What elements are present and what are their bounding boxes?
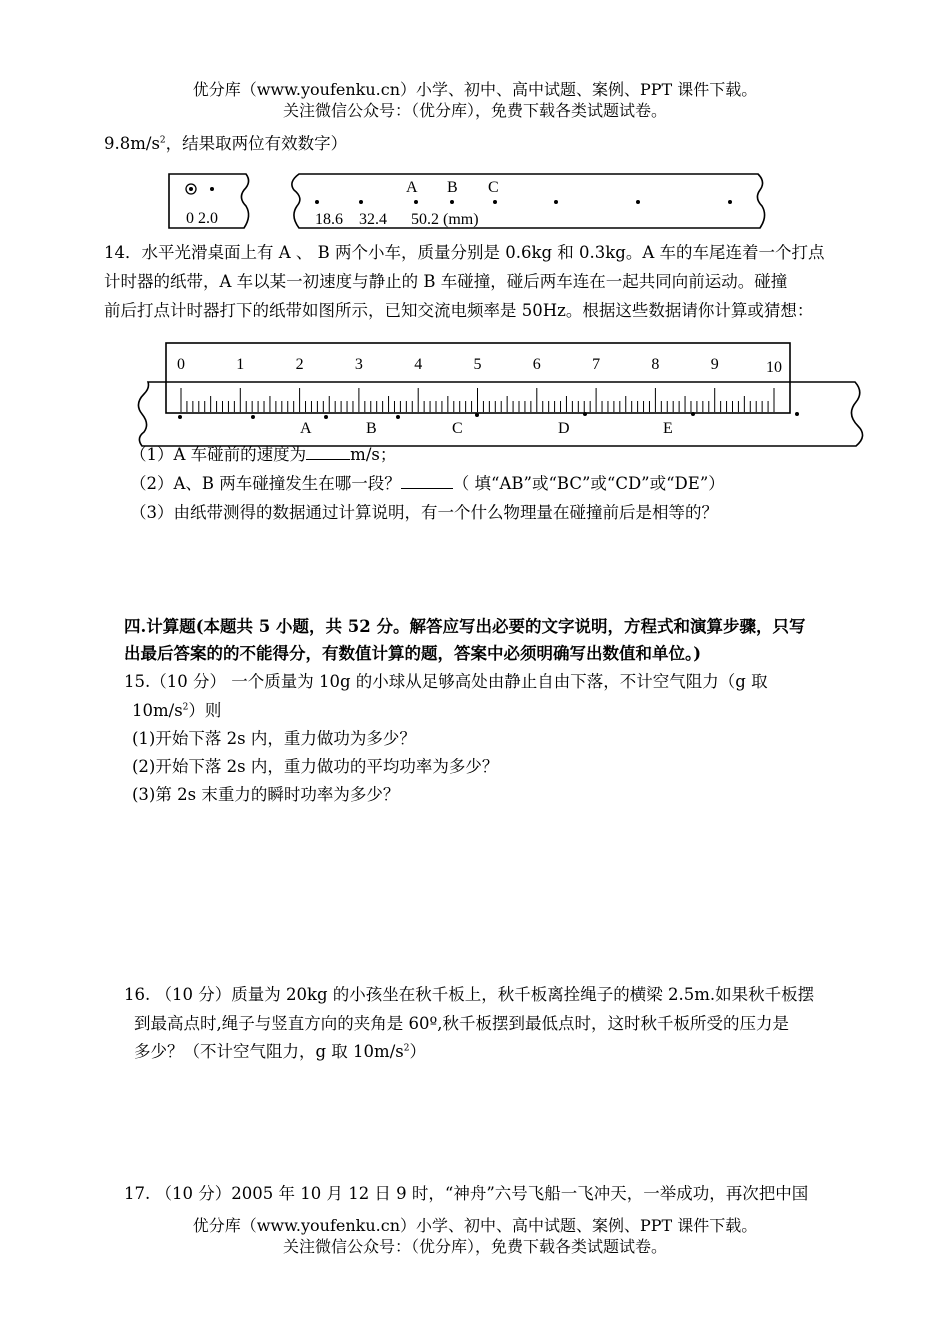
answer-blank-2[interactable]	[401, 474, 453, 489]
tape-dot	[251, 415, 255, 419]
ruler-number: 7	[592, 356, 601, 373]
header-line-1: 优分库（www.youfenku.cn）小学、初中、高中试题、案例、PPT 课件下载。	[192, 80, 758, 99]
ticker-tape-figure-1	[160, 168, 780, 238]
tape-label-e: E	[663, 420, 673, 437]
ruler-tape-figure	[130, 338, 870, 450]
tape-dot	[728, 200, 732, 204]
tape-left-labels: 0 2.0	[186, 210, 218, 227]
ruler-number: 9	[710, 356, 719, 373]
tape-point-label-b: B	[447, 179, 458, 196]
ruler-number: 4	[414, 356, 423, 373]
q15-line-1: 15.（10 分） 一个质量为 10g 的小球从足够高处由静止自由下落，不计空气阻力（g 取	[124, 672, 768, 691]
tape-dot	[475, 413, 479, 417]
tape-dot	[396, 415, 400, 419]
tape-dot	[554, 200, 558, 204]
ruler-number: 6	[532, 356, 541, 373]
ruler-number: 10	[766, 359, 782, 376]
q17-line-1: 17. （10 分）2005 年 10 月 12 日 9 时，“神舟”六号飞船一飞冲天，一举成功，再次把中国	[124, 1184, 809, 1203]
ruler-number: 3	[354, 356, 363, 373]
previous-question-tail: $9.8m/s^2$，结果取两位有效数字）	[104, 134, 348, 153]
tape-label-a: A	[300, 420, 312, 437]
q14-line-2: 计时器的纸带，A 车以某一初速度与静止的 B 车碰撞，碰后两车连在一起共同向前运动。碰撞	[104, 272, 788, 291]
ruler-ticks	[181, 388, 774, 412]
tape-label-d: D	[558, 420, 570, 437]
tape-dot	[493, 200, 497, 204]
tape-dot	[414, 200, 418, 204]
ruler-number: 1	[236, 356, 245, 373]
section-4-heading-line-1: 四.计算题(本题共 5 小题，共 52 分。解答应写出必要的文字说明，方程式和演算步骤，只写	[124, 617, 806, 636]
tape-dot	[324, 415, 328, 419]
q16-line-3: 多少？（不计空气阻力，g 取 $10m/s^2$）	[134, 1042, 426, 1061]
q14-line-3: 前后打点计时器打下的纸带如图所示，已知交流电频率是 50Hz。根据这些数据请你计算或猜想：	[104, 301, 814, 320]
paper-tape	[138, 382, 862, 446]
tape-dot	[210, 187, 214, 191]
tape-dot	[189, 187, 193, 191]
tape-dot	[583, 412, 587, 416]
ruler-number: 5	[473, 356, 482, 373]
ruler-number: 0	[177, 356, 185, 373]
tape-dot	[359, 200, 363, 204]
tape-distances: 18.6 32.4 50.2 (mm)	[315, 211, 479, 228]
q15-line-2: $10m/s^2$）则	[132, 701, 222, 720]
footer-line-1: 优分库（www.youfenku.cn）小学、初中、高中试题、案例、PPT 课件下载。	[192, 1216, 758, 1235]
answer-blank-1[interactable]	[306, 445, 350, 460]
q14-sub-3: （3）由纸带测得的数据通过计算说明，有一个什么物理量在碰撞前后是相等的？	[130, 503, 718, 522]
q15-sub-3: (3)第 2s 末重力的瞬时功率为多少？	[132, 785, 400, 804]
section-4-heading-line-2: 出最后答案的的不能得分，有数值计算的题，答案中必须明确写出数值和单位。)	[124, 644, 702, 663]
tape-point-label-a: A	[406, 179, 418, 196]
q15-sub-1: (1)开始下落 2s 内，重力做功为多少？	[132, 729, 416, 748]
q16-line-1: 16. （10 分）质量为 20kg 的小孩坐在秋千板上，秋千板离拴绳子的横梁 2.5m.如果秋千板摆	[124, 985, 815, 1004]
tape-label-c: C	[452, 420, 463, 437]
tape-label-b: B	[366, 420, 377, 437]
tape-dot	[795, 412, 799, 416]
tape-dot	[450, 200, 454, 204]
q16-line-2: 到最高点时,绳子与竖直方向的夹角是 60º,秋千板摆到最低点时，这时秋千板所受的压力是	[134, 1014, 789, 1033]
header-line-2: 关注微信公众号：（优分库），免费下载各类试题试卷。	[282, 101, 667, 120]
ruler-number: 8	[651, 356, 660, 373]
tape-point-label-c: C	[488, 179, 499, 196]
tape-dot	[315, 200, 319, 204]
tape-dot	[691, 412, 695, 416]
q14-sub-2: （2）A、B 两车碰撞发生在哪一段？ （ 填“AB”或“BC”或“CD”或“DE”）	[130, 474, 725, 493]
tape-dot	[178, 415, 182, 419]
q15-sub-2: (2)开始下落 2s 内，重力做功的平均功率为多少？	[132, 757, 499, 776]
tape-dot	[636, 200, 640, 204]
q14-sub-1: （1）A 车碰前的速度为 m/s；	[130, 445, 397, 464]
ruler-number: 2	[295, 356, 304, 373]
footer-line-2: 关注微信公众号：（优分库），免费下载各类试题试卷。	[282, 1237, 667, 1256]
q14-line-1: 14．水平光滑桌面上有 A 、 B 两个小车，质量分别是 0.6kg 和 0.3kg。A 车的车尾连着一个打点	[104, 243, 825, 262]
